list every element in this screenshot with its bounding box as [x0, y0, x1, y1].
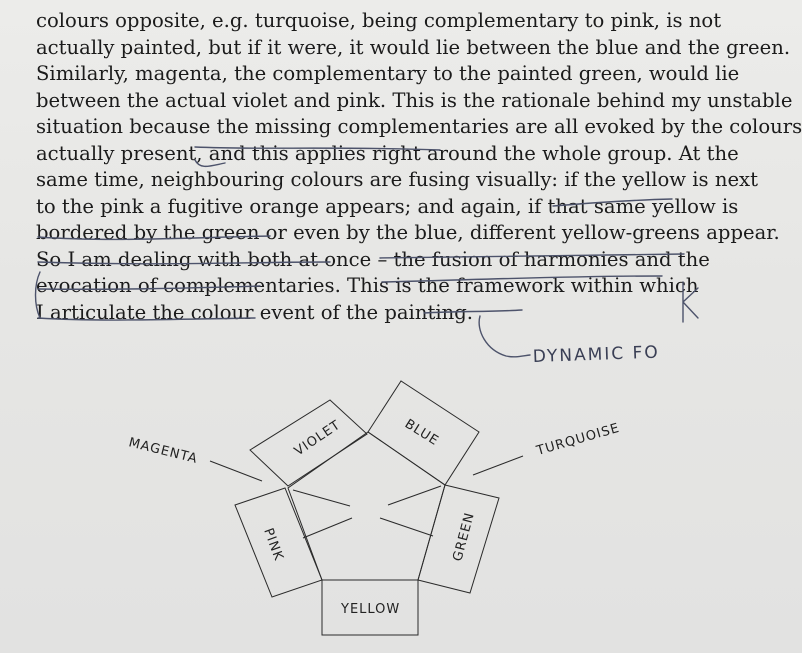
text-line: bordered by the green or even by the blue, different yellow-greens appear. [36, 221, 780, 244]
text-line: So I am dealing with both at once – the fusion of harmonies and the [36, 247, 710, 271]
inner-line [293, 490, 350, 506]
text-line: evocation of complementaries. This is the framework within which [36, 274, 699, 297]
text-line: I articulate the colour event of the painting. [36, 300, 473, 324]
text-line: Similarly, magenta, the complementary to the painted green, would lie [36, 62, 740, 85]
turquoise-leader [473, 456, 523, 475]
text-line: same time, neighbouring colours are fusing visually: if the yellow is next [36, 168, 758, 191]
text-line: between the actual violet and pink. This is the rationale behind my unstable [36, 88, 793, 112]
inner-line [380, 518, 433, 536]
inner-line [388, 486, 441, 505]
text-line: colours opposite, e.g. turquoise, being complementary to pink, is not [36, 9, 722, 32]
label-pink: PINK [260, 526, 286, 564]
label-magenta: MAGENTA [127, 435, 200, 467]
pentagon-outline [288, 432, 445, 580]
text-line: actually painted, but if it were, it would lie between the blue and the green. [36, 35, 791, 59]
label-yellow: YELLOW [341, 602, 401, 617]
text-line: situation because the missing complementaries are all evoked by the colours [36, 115, 802, 138]
text-line: actually present, and this applies right around the whole group. At the [36, 141, 739, 165]
handwritten-note: DYNAMIC FO [532, 342, 661, 367]
label-blue: BLUE [401, 416, 442, 450]
magenta-leader [210, 461, 262, 481]
label-turquoise: TURQUOISE [534, 420, 622, 459]
label-green: GREEN [450, 510, 478, 564]
label-violet: VIOLET [291, 417, 344, 460]
text-line: to the pink a fugitive orange appears; and again, if that same yellow is [36, 194, 739, 218]
inner-line [303, 518, 352, 538]
